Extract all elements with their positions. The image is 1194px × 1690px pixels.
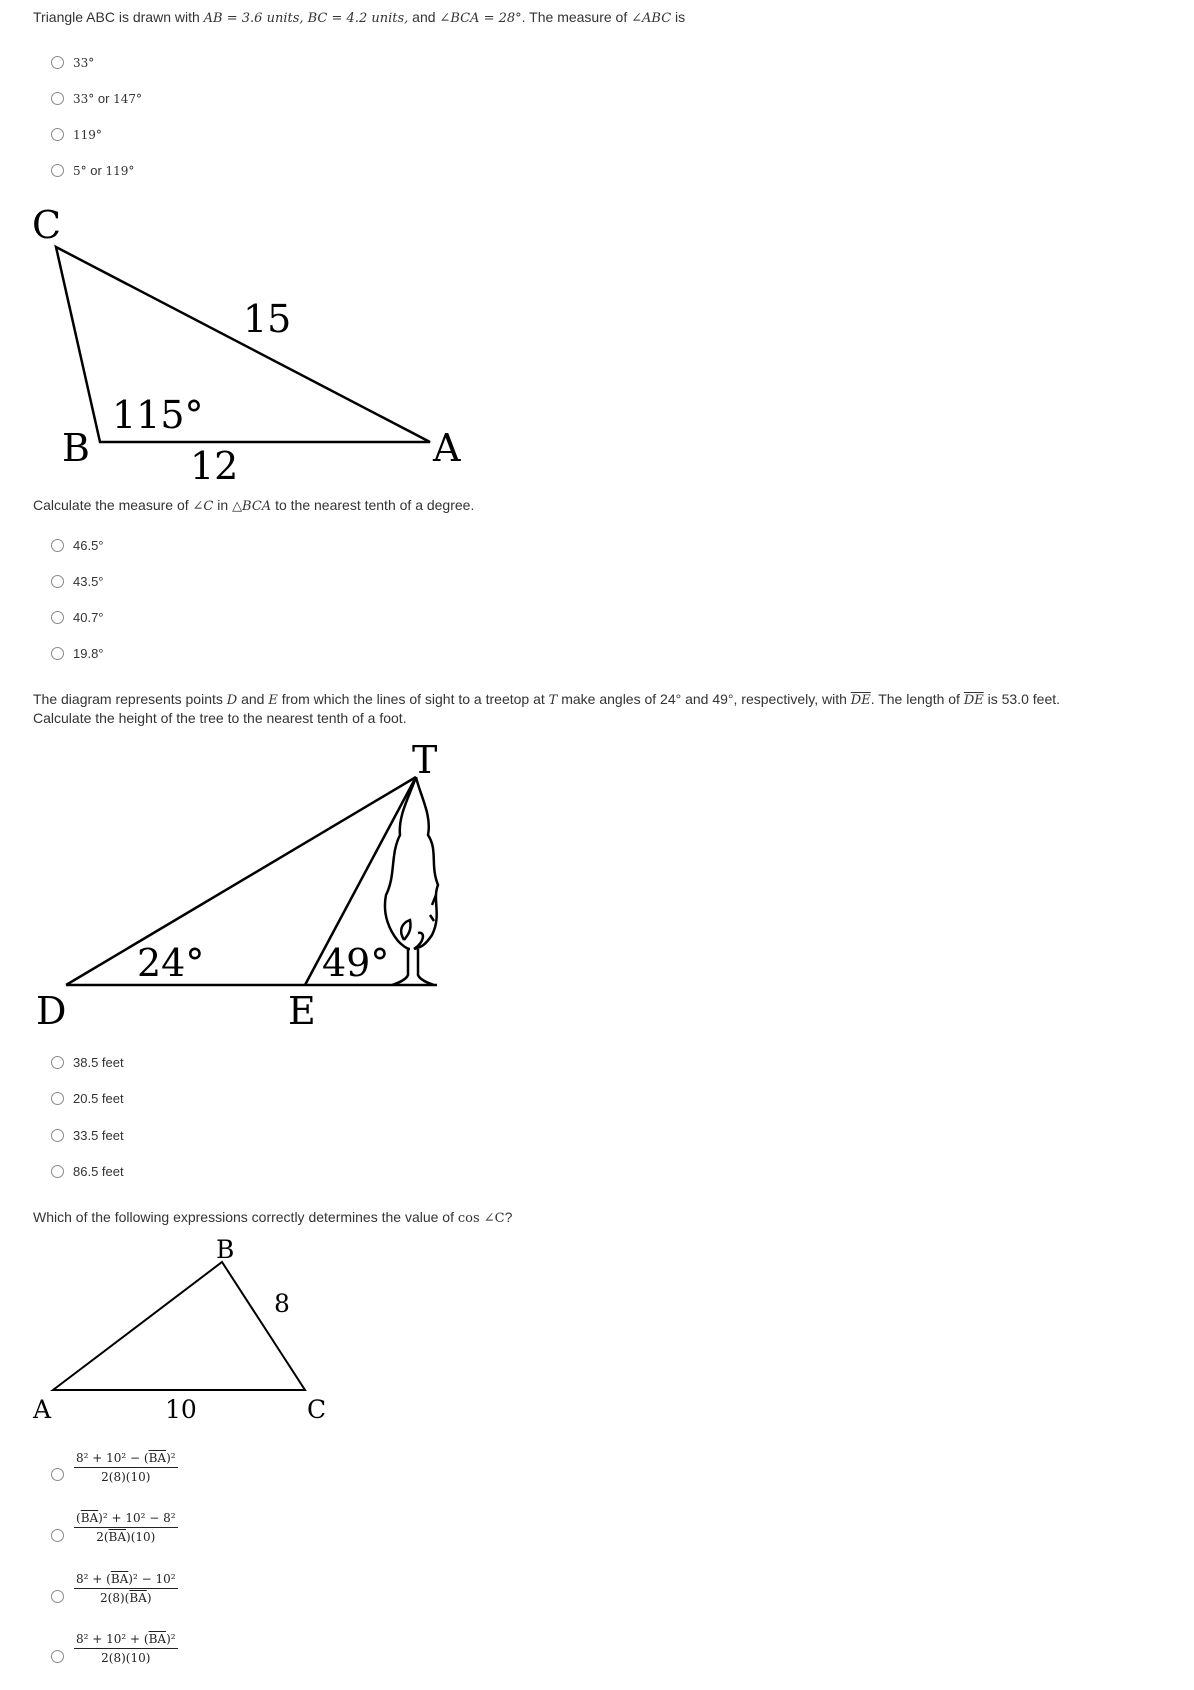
q4-option-4-num-b: )²	[166, 1632, 176, 1646]
q4-option-2-radio[interactable]	[51, 1529, 64, 1542]
q3-text-a: The diagram represents points	[33, 691, 227, 707]
q2-text-in: in	[213, 497, 233, 513]
q1-text-c: is	[671, 9, 686, 25]
q1-option-4-or: or	[86, 162, 106, 178]
q4-text-a: Which of the following expressions correctly determines the value of	[33, 1209, 458, 1225]
q1-option-4-label-a: 5°	[73, 163, 87, 178]
q4-option-1-denominator	[74, 1468, 178, 1484]
q4-option-4-fraction[interactable]	[74, 1632, 178, 1665]
q2-option-4-label: 19.8°	[73, 645, 104, 661]
q3-option-1[interactable]	[51, 1052, 124, 1072]
q4-option-3-fraction[interactable]	[74, 1572, 178, 1605]
q1-math-ab: AB = 3.6 units,	[203, 11, 308, 26]
q3-option-1-radio[interactable]	[51, 1056, 64, 1069]
q3-angle-e: 49°	[322, 941, 390, 985]
q3-prompt-line-2: Calculate the height of the tree to the nearest tenth of a foot.	[33, 710, 407, 726]
q3-text-b: from which the lines of sight to a treetop at	[277, 691, 549, 707]
q4-option-3-den-b: )	[146, 1591, 152, 1605]
q3-option-4-label: 86.5 feet	[73, 1163, 124, 1179]
q2-option-4[interactable]	[51, 643, 104, 663]
q4-option-2-den-ov: $\overline{BA}$	[108, 1530, 127, 1544]
q2-math-tri: △BCA	[232, 499, 272, 514]
q3-option-2-radio[interactable]	[51, 1092, 64, 1105]
q4-side-ac: 10	[165, 1395, 197, 1424]
q4-option-3-den-ov: $\overline{BA}$	[129, 1591, 147, 1605]
q4-option-1-den-a: 2(8)(10)	[101, 1470, 151, 1484]
q2-option-1[interactable]	[51, 535, 104, 555]
q3-text-e: is 53.0 feet.	[983, 691, 1061, 707]
q4-label-c: C	[307, 1395, 327, 1424]
q2-label-c: C	[32, 203, 62, 247]
q3-label-e: E	[288, 989, 316, 1033]
q4-option-4-num-ov: $\overline{BA}$	[148, 1632, 167, 1646]
q1-option-2-label-b: 147°	[113, 91, 142, 106]
q4-option-2-denominator	[74, 1528, 178, 1544]
q4-option-3-numerator	[74, 1572, 178, 1589]
q3-math-de-2: $\overline{DE}$	[963, 693, 984, 708]
q4-option-4-numerator	[74, 1632, 178, 1649]
q4-prompt	[33, 1209, 512, 1226]
q3-prompt-line-1	[33, 691, 1060, 708]
q4-option-2-num-a: (	[76, 1511, 81, 1525]
q4-option-2-den-a: 2(	[96, 1530, 109, 1544]
q4-option-3-denominator	[74, 1589, 178, 1605]
q4-option-1-num-ov: $\overline{BA}$	[148, 1451, 167, 1465]
q2-math-angle: ∠C	[192, 499, 214, 514]
q3-option-4-radio[interactable]	[51, 1165, 64, 1178]
q4-math-cos: cos ∠C	[457, 1211, 505, 1226]
q4-option-1-num-a: 8² + 10² − (	[76, 1451, 149, 1465]
q2-text-a: Calculate the measure of	[33, 497, 193, 513]
q1-option-2[interactable]	[51, 88, 142, 108]
q2-side-ca: 15	[243, 297, 292, 341]
q1-option-3-label: 119°	[73, 127, 102, 142]
q4-option-3-den-a: 2(8)(	[100, 1591, 130, 1605]
q4-option-4-denominator	[74, 1649, 178, 1665]
q4-option-2-num-b: )² + 10² − 8²	[98, 1511, 176, 1525]
q1-option-2-or: or	[94, 90, 114, 106]
q4-option-2-fraction[interactable]	[74, 1511, 178, 1544]
q2-label-b: B	[62, 426, 90, 470]
q4-option-3-radio[interactable]	[51, 1590, 64, 1603]
q2-prompt	[33, 497, 474, 514]
q2-option-1-radio[interactable]	[51, 539, 64, 552]
q4-option-2-den-b: )(10)	[126, 1530, 156, 1544]
q4-side-bc: 8	[274, 1289, 290, 1318]
q1-option-1[interactable]	[51, 52, 94, 72]
q4-option-3-num-a: 8² + (	[76, 1572, 111, 1586]
q4-triangle-shape	[53, 1262, 305, 1390]
q2-angle-b: 115°	[112, 393, 204, 437]
q4-option-4-radio[interactable]	[51, 1650, 64, 1663]
q3-math-t: T	[548, 693, 558, 708]
q2-option-2[interactable]	[51, 571, 104, 591]
q1-option-1-label: 33°	[73, 55, 95, 70]
q1-math-abc: ∠ABC	[631, 11, 672, 26]
q2-label-a: A	[433, 426, 461, 470]
q2-option-4-radio[interactable]	[51, 647, 64, 660]
q3-option-4[interactable]	[51, 1161, 124, 1181]
q1-text-b: . The measure of	[521, 9, 632, 25]
q2-triangle-diagram	[0, 195, 500, 495]
q2-side-ba: 12	[190, 444, 239, 488]
q4-text-b: ?	[504, 1209, 513, 1225]
q3-option-2-label: 20.5 feet	[73, 1090, 124, 1106]
q2-option-3[interactable]	[51, 607, 104, 627]
q2-option-2-radio[interactable]	[51, 575, 64, 588]
q4-option-1-num-b: )²	[166, 1451, 176, 1465]
q3-text-d: . The length of	[870, 691, 964, 707]
q1-option-1-radio[interactable]	[51, 56, 64, 69]
q2-option-1-label: 46.5°	[73, 537, 104, 553]
q2-text-b: to the nearest tenth of a degree.	[271, 497, 475, 513]
q3-math-de-1: $\overline{DE}$	[850, 693, 871, 708]
q4-option-4-num-a: 8² + 10² + (	[76, 1632, 149, 1646]
q2-option-3-label: 40.7°	[73, 609, 104, 625]
q4-option-3-num-ov: $\overline{BA}$	[110, 1572, 129, 1586]
q3-option-3-radio[interactable]	[51, 1129, 64, 1142]
q1-text-and: and	[408, 9, 440, 25]
q1-option-3[interactable]	[51, 124, 102, 144]
q1-option-4-label-b: 119°	[105, 163, 135, 178]
q3-label-d: D	[36, 989, 67, 1033]
q3-text-c: make angles of 24° and 49°, respectively, with	[557, 691, 851, 707]
q3-option-1-label: 38.5 feet	[73, 1054, 124, 1070]
q1-prompt	[33, 9, 685, 26]
tree-icon	[385, 777, 438, 985]
q4-option-1-numerator	[74, 1451, 178, 1468]
q1-option-4[interactable]	[51, 160, 134, 180]
q3-option-2[interactable]	[51, 1088, 124, 1108]
q4-label-b: B	[216, 1235, 235, 1264]
q3-label-t: T	[412, 738, 438, 782]
q3-angle-d: 24°	[137, 941, 205, 985]
q3-math-d: D	[226, 693, 238, 708]
q1-math-bc: BC = 4.2 units,	[307, 11, 409, 26]
q1-option-3-radio[interactable]	[51, 128, 64, 141]
q4-label-a: A	[33, 1395, 52, 1424]
q2-option-2-label: 43.5°	[73, 573, 104, 589]
q1-option-4-radio[interactable]	[51, 164, 64, 177]
q4-option-2-numerator	[74, 1511, 178, 1528]
q4-option-4-den-a: 2(8)(10)	[101, 1651, 151, 1665]
q1-math-angle: ∠BCA = 28°	[439, 11, 522, 26]
q4-option-1-fraction[interactable]	[74, 1451, 178, 1484]
q4-triangle-diagram	[0, 1232, 360, 1432]
q4-option-3-num-b: )² − 10²	[128, 1572, 176, 1586]
q3-tree-diagram	[0, 735, 480, 1035]
q3-math-e: E	[268, 693, 278, 708]
q4-option-2-num-ov: $\overline{BA}$	[80, 1511, 99, 1525]
q1-text-a: Triangle ABC is drawn with	[33, 9, 204, 25]
q3-option-3-label: 33.5 feet	[73, 1127, 124, 1143]
q3-option-3[interactable]	[51, 1125, 124, 1145]
q2-option-3-radio[interactable]	[51, 611, 64, 624]
q1-option-2-radio[interactable]	[51, 92, 64, 105]
q3-text-and: and	[237, 691, 269, 707]
q4-option-1-radio[interactable]	[51, 1468, 64, 1481]
q1-option-2-label-a: 33°	[73, 91, 95, 106]
